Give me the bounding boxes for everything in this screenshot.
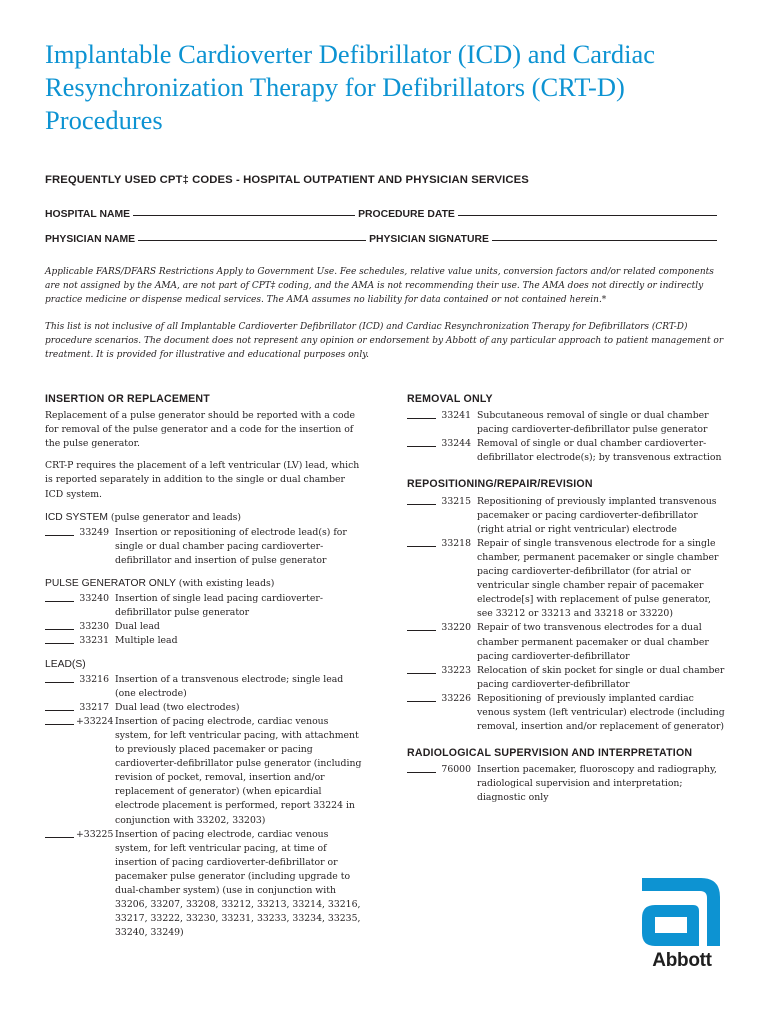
icd-system-codes <box>45 526 365 568</box>
icd-system-label: ICD SYSTEM <box>45 511 108 523</box>
code-description: Repositioning of previously implanted cardiac venous system (left ventricular) electrode (including removal, insertion and/or replacement of generator) <box>477 692 725 733</box>
code-description: Repositioning of previously implanted transvenous pacemaker or pacing cardioverter-defibrillator (right atrial or right ventricular) electrode <box>477 495 717 535</box>
cpt-code: 33226 <box>441 692 471 704</box>
code-row <box>45 673 365 701</box>
code-description: Insertion of pacing electrode, cardiac venous system, for left ventricular pacing, at time of insertion of pacing cardioverter-defibrillator or pacemaker pulse generator (including upgrade to dual-chamber system) (use in conjunction with 33206, 33207, 33208, 33212, 33213, 33214, 33216, 33217, 33222, 33230, 33231, 33233, 33234, 33235, 33240, 33249) <box>115 828 361 939</box>
code-description: Relocation of skin pocket for single or dual chamber pacing cardioverter-defibrillator <box>477 664 725 690</box>
hospital-name-label: HOSPITAL NAME <box>45 209 131 220</box>
radiological-heading: RADIOLOGICAL SUPERVISION AND INTERPRETATION <box>407 747 693 760</box>
code-description: Insertion of a transvenous electrode; single lead (one electrode) <box>115 673 344 699</box>
code-checkline[interactable] <box>45 673 74 683</box>
code-row <box>45 715 365 828</box>
code-checkline[interactable] <box>407 409 436 419</box>
code-description: Removal of single or dual chamber cardioverter-defibrillator electrode(s); by transvenous extraction <box>477 438 722 464</box>
code-row <box>45 620 365 634</box>
procedure-date-field[interactable] <box>458 215 717 216</box>
cpt-code: 33215 <box>441 495 471 507</box>
code-description: Insertion pacemaker, fluoroscopy and radiography, radiological supervision and interpretation; diagnostic only <box>477 764 718 804</box>
code-row <box>407 495 727 537</box>
repositioning-heading: REPOSITIONING/REPAIR/REVISION <box>407 478 593 491</box>
pulse-generator-paren: (with existing leads) <box>178 578 275 590</box>
code-checkline[interactable] <box>45 828 74 838</box>
code-description: Multiple lead <box>115 635 178 647</box>
cpt-code: 76000 <box>441 764 471 776</box>
physician-field-row <box>45 234 720 245</box>
physician-name-label: PHYSICIAN NAME <box>45 234 136 245</box>
icd-system-paren: (pulse generator and leads) <box>110 511 242 523</box>
insertion-heading: INSERTION OR REPLACEMENT <box>45 393 210 405</box>
logo-body-mark <box>642 905 699 946</box>
abbott-logo-text: Abbott <box>652 950 712 971</box>
code-row <box>407 621 727 663</box>
cpt-code: 33244 <box>441 438 471 450</box>
code-row <box>45 526 365 568</box>
code-checkline[interactable] <box>407 537 436 547</box>
cpt-code: 33218 <box>441 537 471 549</box>
cpt-code: +33225 <box>76 828 114 840</box>
code-description: Dual lead (two electrodes) <box>115 701 240 713</box>
ama-disclaimer: Applicable FARS/DFARS Restrictions Apply to Government Use. Fee schedules, relative value units, conversion factors and/or related components are not assigned by the AMA, are not part of CPT‡ coding, and the AMA is not recommending their use. The AMA does not directly or indirectly practice medicine or dispense medical services. The AMA assumes no liability for data contained or not contained herein.* <box>45 267 714 305</box>
code-checkline[interactable] <box>407 664 436 674</box>
pulse-generator-heading <box>45 577 365 591</box>
hospital-field-row <box>45 209 720 220</box>
pulse-generator-codes <box>45 592 365 648</box>
code-row <box>407 437 727 465</box>
left-column <box>45 392 365 940</box>
cpt-code: 33241 <box>441 410 471 422</box>
code-checkline[interactable] <box>45 526 74 536</box>
code-description: Repair of single transvenous electrode for a single chamber, permanent pacemaker or single chamber pacing cardioverter-defibrillator (for atrial or ventricular single chamber repair of pacemaker electrode[s] with replacement of pulse generator, see 33212 or 33213 and 33218 or 33220) <box>477 537 719 620</box>
code-row <box>407 692 727 734</box>
code-description: Insertion or repositioning of electrode lead(s) for single or dual chamber pacing cardioverter-defibrillator and insertion of pulse generator <box>115 526 347 566</box>
procedure-date-label: PROCEDURE DATE <box>358 209 455 220</box>
document-title: Implantable Cardioverter Defibrillator (ICD) and Cardiac Resynchronization Therapy for Defibrillators (CRT-D) Procedures <box>45 39 655 135</box>
code-description: Insertion of single lead pacing cardioverter-defibrillator pulse generator <box>115 593 323 619</box>
code-description: Subcutaneous removal of single or dual chamber pacing cardioverter-defibrillator pulse generator <box>477 410 709 436</box>
cpt-code: 33223 <box>441 664 471 676</box>
code-checkline[interactable] <box>407 495 436 505</box>
physician-signature-label: PHYSICIAN SIGNATURE <box>369 234 489 245</box>
leads-heading: LEAD(S) <box>45 658 86 670</box>
code-description: Repair of two transvenous electrodes for a dual chamber permanent pacemaker or dual chamber pacing cardioverter-defibrillator <box>477 622 709 662</box>
cpt-code: 33249 <box>79 526 109 538</box>
code-checkline[interactable] <box>407 763 436 773</box>
code-row <box>407 664 727 692</box>
code-row <box>407 409 727 437</box>
pulse-generator-label: PULSE GENERATOR ONLY <box>45 578 176 590</box>
cpt-code: 33216 <box>79 673 109 685</box>
scope-disclaimer: This list is not inclusive of all Implantable Cardioverter Defibrillator (ICD) and Cardiac Resynchronization Therapy for Defibrillators (CRT-D) procedure scenarios. The document does not represent any opinion or endorsement by Abbott of any particular approach to patient management or treatment. It is provided for illustrative and educational purposes only. <box>45 322 724 360</box>
code-checkline[interactable] <box>407 692 436 702</box>
code-row <box>45 701 365 715</box>
physician-signature-field[interactable] <box>492 240 717 241</box>
repositioning-codes <box>407 495 727 735</box>
removal-codes <box>407 409 727 465</box>
code-checkline[interactable] <box>45 592 74 602</box>
cpt-code: 33230 <box>79 621 109 633</box>
code-description: Insertion of pacing electrode, cardiac venous system, for left ventricular pacing, with attachment to previously placed pacemaker or pacing cardioverter-defibrillator pulse generator (including revision of pocket, removal, insertion and/or replacement of generator) (when epicardial electrode placement is performed, report 33224 in conjunction with 33202, 33203) <box>115 715 362 826</box>
code-description: Dual lead <box>115 621 160 633</box>
cpt-code: +33224 <box>76 715 114 727</box>
code-row <box>407 537 727 622</box>
document-subtitle: FREQUENTLY USED CPT‡ CODES - HOSPITAL OUTPATIENT AND PHYSICIAN SERVICES <box>45 174 529 186</box>
code-row <box>407 763 727 805</box>
cpt-code: 33220 <box>441 622 471 634</box>
cpt-code: 33240 <box>79 593 109 605</box>
code-row <box>45 634 365 648</box>
hospital-name-field[interactable] <box>133 215 355 216</box>
cpt-code: 33217 <box>79 701 109 713</box>
cpt-code: 33231 <box>79 635 109 647</box>
code-checkline[interactable] <box>407 437 436 447</box>
code-checkline[interactable] <box>45 634 74 644</box>
insertion-note-1: Replacement of a pulse generator should be reported with a code for removal of the pulse generator and a code for the insertion of the pulse generator. <box>45 410 356 450</box>
radiological-codes <box>407 763 727 805</box>
code-checkline[interactable] <box>45 620 74 630</box>
icd-system-heading <box>45 511 365 525</box>
code-checkline[interactable] <box>45 715 74 725</box>
insertion-note-2: CRT-P requires the placement of a left ventricular (LV) lead, which is reported separately in addition to the single or dual chamber ICD system. <box>45 460 360 500</box>
right-column <box>407 392 727 806</box>
code-row <box>45 592 365 620</box>
code-row <box>45 828 365 941</box>
physician-name-field[interactable] <box>138 240 366 241</box>
code-checkline[interactable] <box>407 621 436 631</box>
removal-heading: REMOVAL ONLY <box>407 393 493 405</box>
leads-codes <box>45 673 365 941</box>
code-checkline[interactable] <box>45 701 74 711</box>
